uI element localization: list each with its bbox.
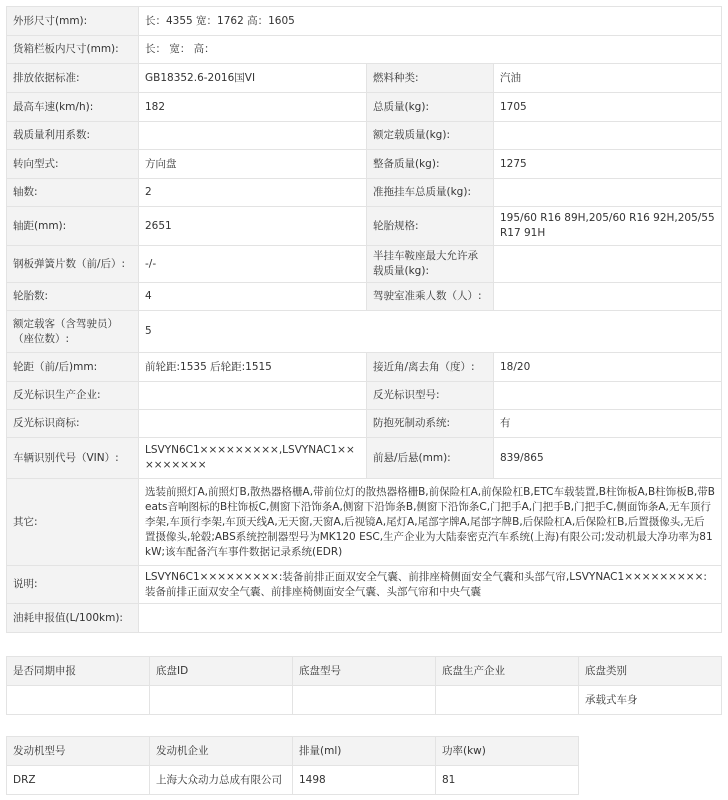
note-label: 说明: bbox=[7, 566, 139, 604]
springs-value: -/- bbox=[139, 246, 367, 283]
steering-value: 方向盘 bbox=[139, 150, 367, 179]
saddle-value bbox=[494, 246, 722, 283]
tire-spec-label: 轮胎规格: bbox=[367, 207, 494, 246]
overhang-label: 前悬/后悬(mm): bbox=[367, 438, 494, 479]
fuel-value: 汽油 bbox=[494, 64, 722, 93]
chassis-sync-value bbox=[7, 686, 150, 715]
table-row bbox=[7, 64, 722, 93]
overhang-value: 839/865 bbox=[494, 438, 722, 479]
track-value: 前轮距:1535 后轮距:1515 bbox=[139, 353, 367, 382]
fuel-cons-value bbox=[139, 604, 722, 633]
angle-label: 接近角/离去角（度）: bbox=[367, 353, 494, 382]
abs-label: 防抱死制动系统: bbox=[367, 410, 494, 438]
table-header-row bbox=[7, 657, 722, 686]
curb-mass-value: 1275 bbox=[494, 150, 722, 179]
table-row bbox=[7, 7, 722, 36]
engine-power-value: 81 bbox=[436, 766, 579, 795]
table-row bbox=[7, 122, 722, 150]
fuel-cons-label: 油耗申报值(L/100km): bbox=[7, 604, 139, 633]
total-mass-label: 总质量(kg): bbox=[367, 93, 494, 122]
tires-value: 4 bbox=[139, 283, 367, 311]
rated-load-value bbox=[494, 122, 722, 150]
reflect-model-label: 反光标识型号: bbox=[367, 382, 494, 410]
table-row bbox=[7, 150, 722, 179]
cab-seats-label: 驾驶室准乘人数（人）: bbox=[367, 283, 494, 311]
chassis-header-model: 底盘型号 bbox=[293, 657, 436, 686]
table-row bbox=[7, 246, 722, 283]
track-label: 轮距（前/后)mm: bbox=[7, 353, 139, 382]
angle-value: 18/20 bbox=[494, 353, 722, 382]
trailer-value bbox=[494, 179, 722, 207]
springs-label: 钢板弹簧片数（前/后）: bbox=[7, 246, 139, 283]
total-mass-value: 1705 bbox=[494, 93, 722, 122]
note-value: LSVYN6C1×××××××××:装备前排正面双安全气囊、前排座椅侧面安全气囊和头部气帘,LSVYNAC1×××××××××:装备前排正面双安全气囊、前排座椅侧面安全气囊、头部气帘和中央气囊 bbox=[139, 566, 722, 604]
cab-seats-value bbox=[494, 283, 722, 311]
passengers-value: 5 bbox=[139, 311, 722, 353]
chassis-header-sync: 是否同期申报 bbox=[7, 657, 150, 686]
curb-mass-label: 整备质量(kg): bbox=[367, 150, 494, 179]
table-row bbox=[7, 36, 722, 64]
table-row bbox=[7, 479, 722, 566]
engine-header-power: 功率(kw) bbox=[436, 737, 579, 766]
chassis-header-maker: 底盘生产企业 bbox=[436, 657, 579, 686]
table-row bbox=[7, 382, 722, 410]
table-row bbox=[7, 93, 722, 122]
chassis-id-value bbox=[150, 686, 293, 715]
fuel-label: 燃料种类: bbox=[367, 64, 494, 93]
tires-label: 轮胎数: bbox=[7, 283, 139, 311]
other-value: 选装前照灯A,前照灯B,散热器格栅A,带前位灯的散热器格栅B,前保险杠A,前保险杠B,ETC车载装置,B柱饰板A,B柱饰板B,带Beats音响图标的B柱饰板C,侧窗下沿饰条A,侧窗下沿饰条B,侧窗下沿饰条C,门把手A,门把手B,门把手C,侧面饰条A,无车顶行李架,车顶行李架,车顶天线A,无天窗,天窗A,后视镜A,尾灯A,尾部字牌A,尾部字牌B,后保险杠A,后保险杠B,后置摄像头,无后置摄像头,轮毂;ABS系统控制器型号为MK120 ESC,生产企业为大陆泰密克汽车系统(上海)有限公司;发动机最大净功率为81kW;该车配备汽车事件数据记录系统(EDR) bbox=[139, 479, 722, 566]
chassis-maker-value bbox=[436, 686, 579, 715]
vin-value: LSVYN6C1×××××××××,LSVYNAC1××××××××× bbox=[139, 438, 367, 479]
table-header-row bbox=[7, 737, 579, 766]
table-row bbox=[7, 566, 722, 604]
axles-label: 轴数: bbox=[7, 179, 139, 207]
top-speed-label: 最高车速(km/h): bbox=[7, 93, 139, 122]
chassis-header-type: 底盘类别 bbox=[579, 657, 722, 686]
wheelbase-value: 2651 bbox=[139, 207, 367, 246]
engine-maker-value: 上海大众动力总成有限公司 bbox=[150, 766, 293, 795]
rated-load-label: 额定载质量(kg): bbox=[367, 122, 494, 150]
steering-label: 转向型式: bbox=[7, 150, 139, 179]
table-row bbox=[7, 179, 722, 207]
vin-label: 车辆识别代号（VIN）: bbox=[7, 438, 139, 479]
reflect-mfr-label: 反光标识生产企业: bbox=[7, 382, 139, 410]
trailer-label: 准拖挂车总质量(kg): bbox=[367, 179, 494, 207]
spec-table bbox=[6, 6, 722, 633]
load-util-value bbox=[139, 122, 367, 150]
top-speed-value: 182 bbox=[139, 93, 367, 122]
table-row bbox=[7, 686, 722, 715]
reflect-mfr-value bbox=[139, 382, 367, 410]
wheelbase-label: 轴距(mm): bbox=[7, 207, 139, 246]
table-row bbox=[7, 311, 722, 353]
reflect-brand-value bbox=[139, 410, 367, 438]
engine-model-value: DRZ bbox=[7, 766, 150, 795]
chassis-type-value: 承载式车身 bbox=[579, 686, 722, 715]
engine-table bbox=[6, 736, 579, 795]
passengers-label: 额定载客（含驾驶员）（座位数）: bbox=[7, 311, 139, 353]
reflect-brand-label: 反光标识商标: bbox=[7, 410, 139, 438]
table-row bbox=[7, 766, 579, 795]
engine-header-model: 发动机型号 bbox=[7, 737, 150, 766]
table-row bbox=[7, 207, 722, 246]
chassis-header-id: 底盘ID bbox=[150, 657, 293, 686]
table-row bbox=[7, 283, 722, 311]
emission-value: GB18352.6-2016国VI bbox=[139, 64, 367, 93]
table-row bbox=[7, 604, 722, 633]
engine-header-maker: 发动机企业 bbox=[150, 737, 293, 766]
chassis-table bbox=[6, 656, 722, 715]
other-label: 其它: bbox=[7, 479, 139, 566]
dimensions-label: 外形尺寸(mm): bbox=[7, 7, 139, 36]
load-util-label: 载质量利用系数: bbox=[7, 122, 139, 150]
abs-value: 有 bbox=[494, 410, 722, 438]
engine-header-displacement: 排量(ml) bbox=[293, 737, 436, 766]
table-row bbox=[7, 410, 722, 438]
saddle-label: 半挂车鞍座最大允许承载质量(kg): bbox=[367, 246, 494, 283]
chassis-model-value bbox=[293, 686, 436, 715]
table-row bbox=[7, 353, 722, 382]
cargo-label: 货箱栏板内尺寸(mm): bbox=[7, 36, 139, 64]
reflect-model-value bbox=[494, 382, 722, 410]
emission-label: 排放依据标准: bbox=[7, 64, 139, 93]
dimensions-value: 长：4355 宽：1762 高：1605 bbox=[139, 7, 722, 36]
table-row bbox=[7, 438, 722, 479]
cargo-value: 长： 宽： 高： bbox=[139, 36, 722, 64]
tire-spec-value: 195/60 R16 89H,205/60 R16 92H,205/55 R17 91H bbox=[494, 207, 722, 246]
engine-displacement-value: 1498 bbox=[293, 766, 436, 795]
axles-value: 2 bbox=[139, 179, 367, 207]
